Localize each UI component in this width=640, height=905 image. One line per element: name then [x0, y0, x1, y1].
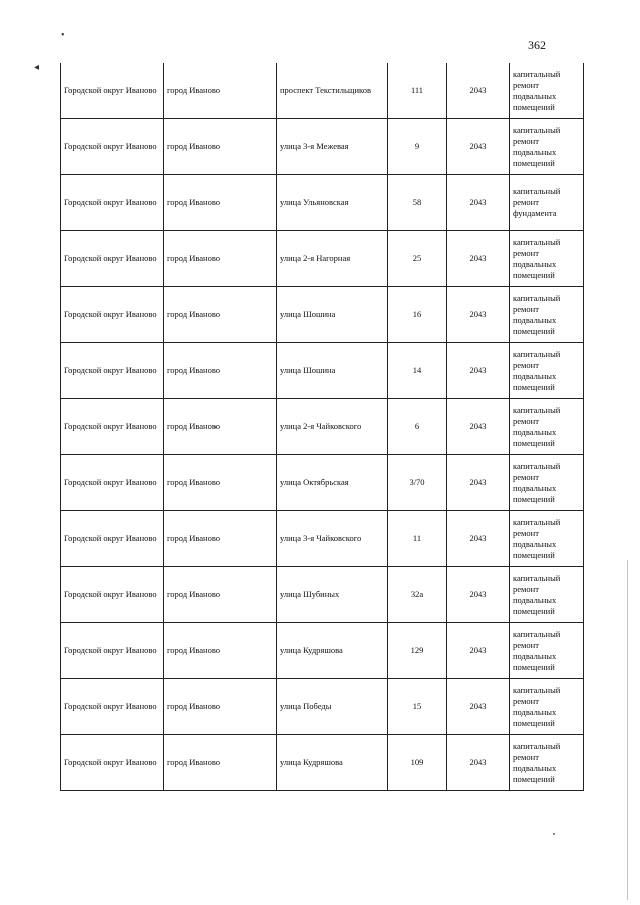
- work-type-cell-text: капитальный ремонт подвальных помещений: [513, 404, 561, 448]
- house-number-cell-text: 14: [412, 365, 422, 375]
- house-number-cell: [388, 343, 447, 399]
- work-type-cell-text: капитальный ремонт подвальных помещений: [513, 460, 561, 504]
- municipality-cell: [61, 455, 164, 511]
- house-number-cell-text: 3/70: [409, 477, 425, 487]
- table-row: [61, 735, 584, 791]
- street-cell-text: улица Победы: [280, 701, 332, 711]
- house-number-cell: [388, 679, 447, 735]
- settlement-cell-text: город Иваново: [167, 309, 221, 319]
- street-cell-text: проспект Текстильщиков: [280, 85, 371, 95]
- scan-speck: [553, 833, 555, 835]
- municipality-cell-text: Городской округ Иваново: [64, 85, 157, 95]
- settlement-cell: [164, 455, 277, 511]
- municipality-cell: [61, 511, 164, 567]
- work-type-cell-text: капитальный ремонт подвальных помещений: [513, 516, 561, 560]
- work-type-cell-text: капитальный ремонт подвальных помещений: [513, 236, 561, 280]
- table-row: [61, 455, 584, 511]
- street-cell-text: улица 2-я Нагорная: [280, 253, 351, 263]
- house-number-cell-text: 15: [412, 701, 422, 711]
- house-number-cell-text: 25: [412, 253, 422, 263]
- year-cell-text: 2043: [469, 309, 487, 319]
- settlement-cell-text: город Иваново: [167, 701, 221, 711]
- work-type-cell: [510, 735, 584, 791]
- street-cell: [277, 287, 388, 343]
- year-cell: [447, 567, 510, 623]
- house-number-cell-text: 58: [412, 197, 422, 207]
- settlement-cell-text: город Иваново: [167, 477, 221, 487]
- house-number-cell: [388, 287, 447, 343]
- table-row: [61, 231, 584, 287]
- municipality-cell-text: Городской округ Иваново: [64, 645, 157, 655]
- work-type-cell: [510, 623, 584, 679]
- settlement-cell-text: город Иваново: [167, 85, 221, 95]
- work-type-cell-text: капитальный ремонт подвальных помещений: [513, 740, 561, 784]
- settlement-cell-text: город Иваново: [167, 589, 221, 599]
- settlement-cell-text: город Иваново: [167, 645, 221, 655]
- table-row: [61, 511, 584, 567]
- work-type-cell: [510, 231, 584, 287]
- year-cell: [447, 455, 510, 511]
- work-type-cell: [510, 119, 584, 175]
- municipality-cell: [61, 231, 164, 287]
- settlement-cell-text: город Иваново: [167, 141, 221, 151]
- table-row: [61, 679, 584, 735]
- municipality-cell-text: Городской округ Иваново: [64, 477, 157, 487]
- house-number-cell-text: 9: [414, 141, 420, 151]
- work-type-cell: [510, 175, 584, 231]
- street-cell: [277, 63, 388, 119]
- year-cell-text: 2043: [469, 197, 487, 207]
- year-cell-text: 2043: [469, 85, 487, 95]
- year-cell: [447, 679, 510, 735]
- repair-schedule-table: [60, 63, 584, 791]
- house-number-cell: [388, 735, 447, 791]
- table-row: [61, 399, 584, 455]
- settlement-cell: [164, 175, 277, 231]
- street-cell: [277, 511, 388, 567]
- municipality-cell: [61, 175, 164, 231]
- settlement-cell-text: город Иваново: [167, 365, 221, 375]
- work-type-cell-text: капитальный ремонт подвальных помещений: [513, 68, 561, 112]
- year-cell-text: 2043: [469, 589, 487, 599]
- house-number-cell: [388, 119, 447, 175]
- year-cell-text: 2043: [469, 253, 487, 263]
- municipality-cell-text: Городской округ Иваново: [64, 309, 157, 319]
- house-number-cell-text: 109: [410, 757, 424, 767]
- work-type-cell: [510, 287, 584, 343]
- work-type-cell-text: капитальный ремонт подвальных помещений: [513, 124, 561, 168]
- street-cell-text: улица 3-я Чайковского: [280, 533, 362, 543]
- street-cell: [277, 455, 388, 511]
- street-cell: [277, 119, 388, 175]
- year-cell: [447, 511, 510, 567]
- settlement-cell-text: город Иваново: [167, 757, 221, 767]
- house-number-cell-text: 11: [412, 533, 422, 543]
- year-cell-text: 2043: [469, 421, 487, 431]
- scan-arrow-mark: ◂: [34, 62, 40, 73]
- year-cell-text: 2043: [469, 645, 487, 655]
- house-number-cell-text: 129: [410, 645, 424, 655]
- work-type-cell-text: капитальный ремонт подвальных помещений: [513, 348, 561, 392]
- work-type-cell: [510, 455, 584, 511]
- year-cell: [447, 623, 510, 679]
- year-cell: [447, 399, 510, 455]
- work-type-cell-text: капитальный ремонт подвальных помещений: [513, 684, 561, 728]
- street-cell: [277, 175, 388, 231]
- street-cell: [277, 231, 388, 287]
- street-cell-text: улица Шубиных: [280, 589, 340, 599]
- year-cell-text: 2043: [469, 141, 487, 151]
- settlement-cell: [164, 287, 277, 343]
- street-cell: [277, 567, 388, 623]
- street-cell: [277, 735, 388, 791]
- work-type-cell-text: капитальный ремонт подвальных помещений: [513, 292, 561, 336]
- house-number-cell: [388, 567, 447, 623]
- municipality-cell: [61, 735, 164, 791]
- settlement-cell-text: город Иваново: [167, 533, 221, 543]
- house-number-cell: [388, 455, 447, 511]
- page-number: 362: [528, 38, 546, 52]
- municipality-cell: [61, 119, 164, 175]
- table-row: [61, 119, 584, 175]
- street-cell: [277, 343, 388, 399]
- settlement-cell: [164, 63, 277, 119]
- work-type-cell: [510, 343, 584, 399]
- street-cell-text: улица Шошина: [280, 309, 336, 319]
- street-cell-text: улица 2-я Чайковского: [280, 421, 362, 431]
- year-cell: [447, 231, 510, 287]
- settlement-cell: [164, 567, 277, 623]
- house-number-cell: [388, 175, 447, 231]
- work-type-cell-text: капитальный ремонт подвальных помещений: [513, 572, 561, 616]
- house-number-cell-text: 111: [410, 85, 424, 95]
- year-cell: [447, 63, 510, 119]
- municipality-cell: [61, 623, 164, 679]
- settlement-cell-text: город Иваново: [167, 421, 221, 431]
- scan-edge-line: [627, 560, 628, 900]
- street-cell: [277, 679, 388, 735]
- year-cell-text: 2043: [469, 477, 487, 487]
- table-body: [61, 63, 584, 791]
- house-number-cell-text: 6: [414, 421, 420, 431]
- year-cell: [447, 735, 510, 791]
- municipality-cell: [61, 287, 164, 343]
- table-row: [61, 343, 584, 399]
- year-cell-text: 2043: [469, 365, 487, 375]
- work-type-cell: [510, 399, 584, 455]
- settlement-cell: [164, 343, 277, 399]
- table-row: [61, 623, 584, 679]
- house-number-cell-text: 32а: [410, 589, 424, 599]
- settlement-cell: [164, 231, 277, 287]
- year-cell: [447, 175, 510, 231]
- settlement-cell: [164, 511, 277, 567]
- municipality-cell: [61, 567, 164, 623]
- house-number-cell-text: 16: [412, 309, 422, 319]
- work-type-cell: [510, 679, 584, 735]
- year-cell-text: 2043: [469, 757, 487, 767]
- municipality-cell-text: Городской округ Иваново: [64, 421, 157, 431]
- house-number-cell: [388, 399, 447, 455]
- house-number-cell: [388, 511, 447, 567]
- settlement-cell: [164, 735, 277, 791]
- municipality-cell-text: Городской округ Иваново: [64, 197, 157, 207]
- house-number-cell: [388, 231, 447, 287]
- settlement-cell-text: город Иваново: [167, 253, 221, 263]
- municipality-cell: [61, 399, 164, 455]
- street-cell-text: улица Ульяновская: [280, 197, 349, 207]
- municipality-cell-text: Городской округ Иваново: [64, 757, 157, 767]
- year-cell-text: 2043: [469, 533, 487, 543]
- street-cell-text: улица Кудряшова: [280, 645, 343, 655]
- municipality-cell-text: Городской округ Иваново: [64, 253, 157, 263]
- settlement-cell: [164, 119, 277, 175]
- settlement-cell-text: город Иваново: [167, 197, 221, 207]
- municipality-cell-text: Городской округ Иваново: [64, 365, 157, 375]
- work-type-cell: [510, 567, 584, 623]
- municipality-cell-text: Городской округ Иваново: [64, 141, 157, 151]
- work-type-cell: [510, 511, 584, 567]
- table-row: [61, 175, 584, 231]
- street-cell: [277, 399, 388, 455]
- settlement-cell: [164, 399, 277, 455]
- street-cell-text: улица Октябрьская: [280, 477, 349, 487]
- table-row: [61, 63, 584, 119]
- year-cell-text: 2043: [469, 701, 487, 711]
- municipality-cell-text: Городской округ Иваново: [64, 533, 157, 543]
- house-number-cell: [388, 63, 447, 119]
- settlement-cell: [164, 679, 277, 735]
- table-row: [61, 567, 584, 623]
- street-cell-text: улица Шошина: [280, 365, 336, 375]
- year-cell: [447, 343, 510, 399]
- municipality-cell: [61, 63, 164, 119]
- street-cell-text: улица 3-я Межевая: [280, 141, 349, 151]
- municipality-cell: [61, 343, 164, 399]
- street-cell: [277, 623, 388, 679]
- scan-mark: •: [61, 30, 65, 41]
- settlement-cell: [164, 623, 277, 679]
- municipality-cell-text: Городской округ Иваново: [64, 701, 157, 711]
- year-cell: [447, 287, 510, 343]
- work-type-cell-text: капитальный ремонт подвальных помещений: [513, 628, 561, 672]
- table-row: [61, 287, 584, 343]
- house-number-cell: [388, 623, 447, 679]
- work-type-cell: [510, 63, 584, 119]
- street-cell-text: улица Кудряшова: [280, 757, 343, 767]
- work-type-cell-text: капитальный ремонт фундамента: [513, 186, 561, 218]
- municipality-cell-text: Городской округ Иваново: [64, 589, 157, 599]
- year-cell: [447, 119, 510, 175]
- municipality-cell: [61, 679, 164, 735]
